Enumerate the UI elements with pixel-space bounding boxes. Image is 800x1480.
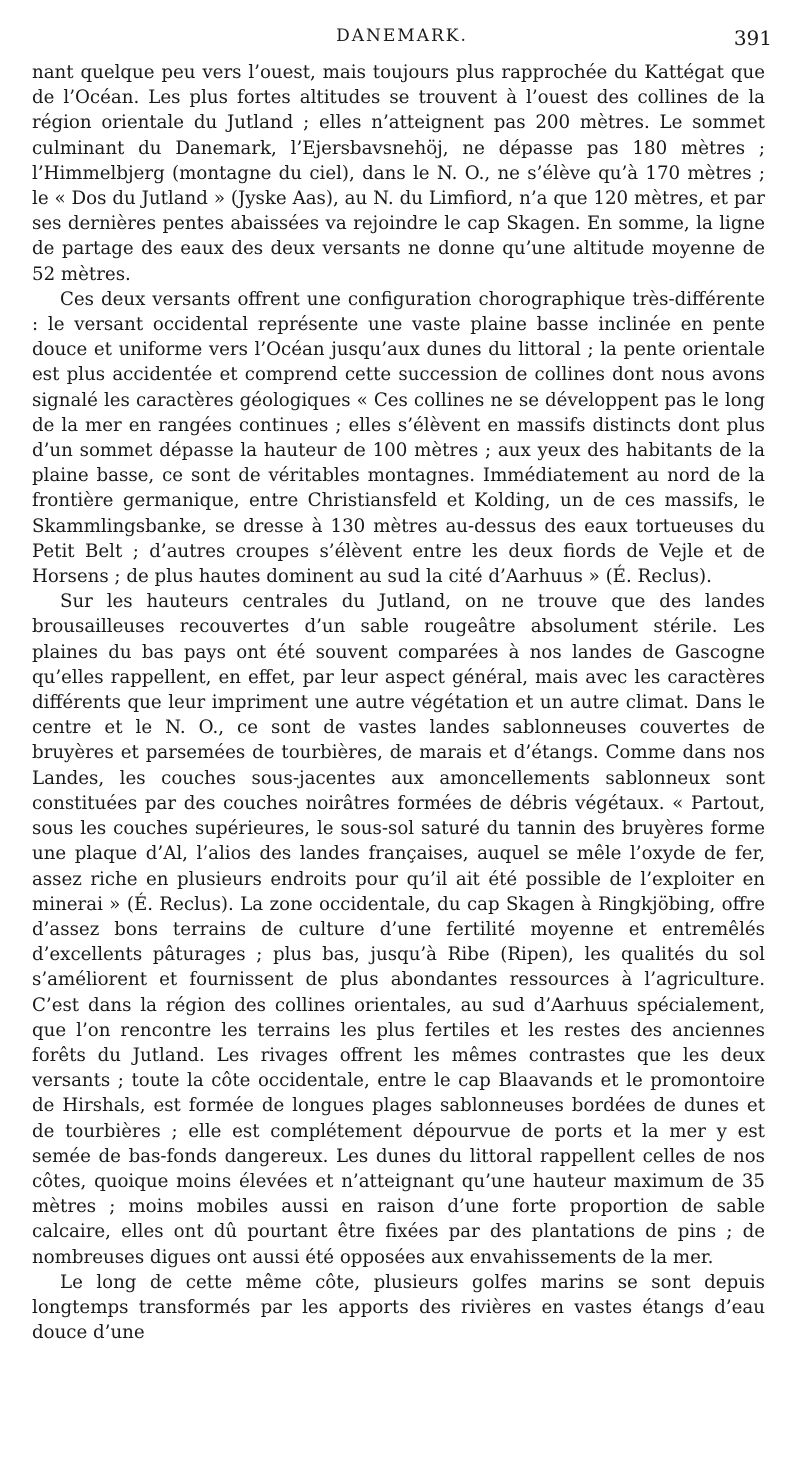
page-header [32, 26, 772, 56]
page-body [32, 60, 765, 1345]
paragraph: Sur les hauteurs centrales du Jutland, on ne trouve que des landes brousailleuses recouvertes d’un sable rougeâtre absolument stérile. Les plaines du bas pays ont été souvent comparées à nos landes de Gascogne qu’elles rappellent, en effet, par leur aspect général, mais avec les caractères différents que leur impriment une autre végétation et un autre climat. Dans le centre et le N. O., ce sont de vastes landes sablonneuses couvertes de bruyères et parsemées de tourbières, de marais et d’étangs. Comme dans nos Landes, les couches sous-jacentes aux amoncellements sablonneux sont constituées par des couches noirâtres formées de débris végétaux. « Partout, sous les couches supérieures, le sous-sol saturé du tannin des bruyères forme une plaque d’Al, l’alios des landes françaises, auquel se mêle l’oxyde de fer, assez riche en plusieurs endroits pour qu’il ait été possible de l’exploiter en minerai » (É. Reclus). La zone occidentale, du cap Skagen à Ringkjöbing, offre d’assez bons terrains de culture d’une fertilité moyenne et entremêlés d’excellents pâturages ; plus bas, jusqu’à Ribe (Ripen), les qualités du sol s’améliorent et fournissent de plus abondantes ressources à l’agriculture. C’est dans la région des collines orientales, au sud d’Aarhuus spécialement, que l’on rencontre les terrains les plus fertiles et les restes des anciennes forêts du Jutland. Les rivages offrent les mêmes contrastes que les deux versants ; toute la côte occidentale, entre le cap Blaavands et le promontoire de Hirshals, est formée de longues plages sablonneuses bordées de dunes et de tourbières ; elle est complétement dépourvue de ports et la mer y est semée de bas-fonds dangereux. Les dunes du littoral rappellent celles de nos côtes, quoique moins élevées et n’atteignant qu’une hauteur maximum de 35 mètres ; moins mobiles aussi en raison d’une forte proportion de sable calcaire, elles ont dû pourtant être fixées par des plantations de pins ; de nombreuses digues ont aussi été opposées aux envahissements de la mer. [32, 591, 765, 1268]
page-number: 391 [733, 26, 772, 50]
paragraph: Le long de cette même côte, plusieurs golfes marins se sont depuis longtemps transformés par les apports des rivières en vastes étangs d’eau douce d’une [32, 1271, 765, 1344]
running-head: DANEMARK. [336, 26, 468, 46]
paragraph: Ces deux versants offrent une configuration chorographique très-différente : le versant occidental représente une vaste plaine basse inclinée en pente douce et uniforme vers l’Océan jusqu’aux dunes du littoral ; la pente orientale est plus accidentée et comprend cette succession de collines dont nous avons signalé les caractères géologiques « Ces collines ne se développent pas le long de la mer en rangées continues ; elles s’élèvent en massifs distincts dont plus d’un sommet dépasse la hauteur de 100 mètres ; aux yeux des habitants de la plaine basse, ce sont de véritables montagnes. Immédiatement au nord de la frontière germanique, entre Christiansfeld et Kolding, un de ces massifs, le Skammlingsbanke, se dresse à 130 mètres au-dessus des eaux tortueuses du Petit Belt ; d’autres croupes s’élèvent entre les deux fiords de Vejle et de Horsens ; de plus hautes dominent au sud la cité d’Aarhuus » (É. Reclus). [32, 288, 765, 588]
paragraph-continuation: nant quelque peu vers l’ouest, mais toujours plus rapprochée du Kattégat que de l’Océan. Les plus fortes altitudes se trouvent à l’ouest des collines de la région orientale du Jutland ; elles n’atteignent pas 200 mètres. Le sommet culminant du Danemark, l’Ejersbavsnehöj, ne dépasse pas 180 mètres ; l’Himmelbjerg (montagne du ciel), dans le N. O., ne s’élève qu’à 170 mètres ; le « Dos du Jutland » (Jyske Aas), au N. du Limfiord, n’a que 120 mètres, et par ses dernières pentes abaissées va rejoindre le cap Skagen. En somme, la ligne de partage des eaux des deux versants ne donne qu’une altitude moyenne de 52 mètres. [32, 62, 765, 285]
